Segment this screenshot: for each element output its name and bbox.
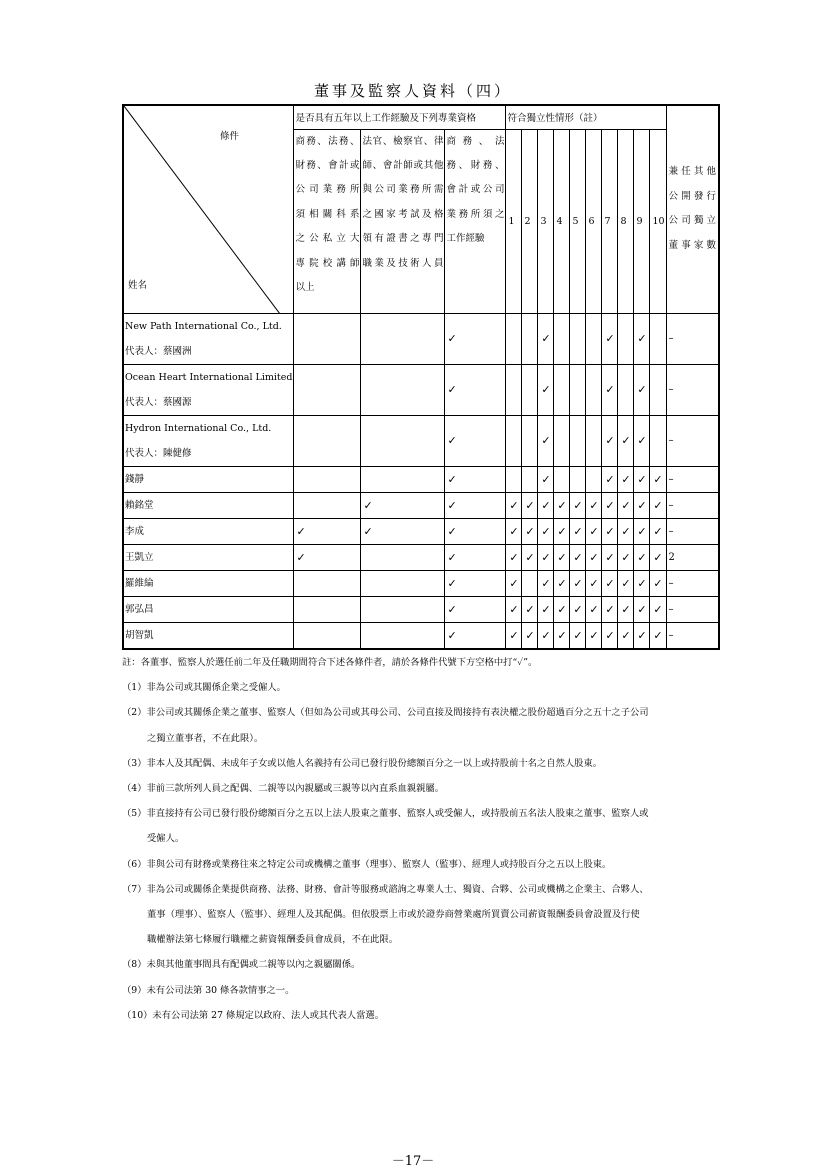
independence-cell: ✓ (602, 466, 618, 492)
director-name-cell (123, 364, 294, 415)
table-row (123, 544, 719, 570)
independence-cell (554, 313, 570, 364)
independence-cell: ✓ (538, 518, 554, 544)
header-line: 以上 (295, 281, 315, 293)
independence-cell: ✓ (650, 492, 666, 518)
header-line: 須相關科系 (295, 208, 360, 220)
qualification-cell (361, 544, 445, 570)
independence-cell (650, 364, 666, 415)
other-board-count: – (666, 415, 719, 466)
independence-cell: ✓ (538, 544, 554, 570)
independence-cell (570, 415, 586, 466)
independence-cell (522, 364, 538, 415)
criteria-number: 10 (650, 129, 666, 313)
independence-cell: ✓ (538, 596, 554, 622)
table-row (123, 313, 719, 364)
independence-cell: ✓ (618, 415, 634, 466)
representative-name: 代表人：蔡國源 (125, 396, 192, 408)
header-line: 專院校講師 (295, 257, 360, 269)
work-experience-header (445, 129, 506, 313)
qualification-cell: ✓ (445, 544, 506, 570)
qualification-cell: ✓ (445, 596, 506, 622)
independence-cell: ✓ (634, 622, 650, 649)
table-row (123, 415, 719, 466)
criteria-number: 2 (522, 129, 538, 313)
independence-cell (522, 313, 538, 364)
table-row (123, 364, 719, 415)
independence-cell (586, 313, 602, 364)
independence-cell: ✓ (602, 544, 618, 570)
independence-cell: ✓ (650, 544, 666, 570)
qualification-cell (294, 622, 361, 649)
director-name-cell (123, 596, 294, 622)
qualification-cell: ✓ (445, 313, 506, 364)
independence-cell (506, 364, 522, 415)
qualification-cell: ✓ (445, 415, 506, 466)
notes-section (122, 650, 752, 1028)
director-name: 李成 (125, 525, 145, 537)
independence-cell: ✓ (554, 518, 570, 544)
independence-cell: ✓ (538, 622, 554, 649)
qualification-cell (294, 466, 361, 492)
independence-cell (650, 415, 666, 466)
independence-cell: ✓ (618, 466, 634, 492)
independence-cell (586, 415, 602, 466)
independence-cell: ✓ (602, 570, 618, 596)
note-item: （6）非與公司有財務或業務往來之特定公司或機構之董事（理事）、監察人（監事）、經理人或持股百分之五以上股東。 (122, 858, 612, 870)
representative-name: 代表人：蔡國洲 (125, 345, 192, 357)
independence-cell: ✓ (602, 596, 618, 622)
independence-cell: ✓ (586, 622, 602, 649)
qualification-cell (294, 492, 361, 518)
diagonal-header-cell (123, 105, 294, 313)
independence-cell: ✓ (570, 596, 586, 622)
independence-cell: ✓ (634, 570, 650, 596)
independence-cell: ✓ (650, 466, 666, 492)
independence-cell: ✓ (618, 622, 634, 649)
qualification-cell (294, 570, 361, 596)
independence-cell: ✓ (634, 492, 650, 518)
independence-cell: ✓ (634, 466, 650, 492)
note-item: （8）未與其他董事間具有配偶或二親等以內之親屬關係。 (122, 959, 361, 971)
independence-cell: ✓ (538, 415, 554, 466)
note-item: （7）非為公司或關係企業提供商務、法務、財務、會計等服務或諮詢之專業人士、獨資、合夥、公司或機構之企業主、合夥人、 (122, 883, 649, 895)
director-name: 胡智凱 (125, 629, 154, 641)
qualification-cell (294, 313, 361, 364)
independence-cell: ✓ (554, 596, 570, 622)
qualification-cell: ✓ (361, 492, 445, 518)
independence-cell: ✓ (618, 518, 634, 544)
header-line: 商務、法 (446, 135, 505, 147)
independence-cell: ✓ (570, 518, 586, 544)
independence-cell (586, 466, 602, 492)
independence-cell: ✓ (506, 492, 522, 518)
other-board-count: – (666, 466, 719, 492)
qualification-cell (294, 415, 361, 466)
other-board-count: – (666, 596, 719, 622)
independence-cell: ✓ (634, 313, 650, 364)
director-name: Ocean Heart International Limited (125, 371, 293, 383)
independence-cell: ✓ (618, 596, 634, 622)
other-board-count: – (666, 364, 719, 415)
other-board-count: 2 (666, 544, 719, 570)
independence-cell: ✓ (554, 622, 570, 649)
independence-cell: ✓ (634, 518, 650, 544)
independence-cell: ✓ (602, 364, 618, 415)
independence-cell: ✓ (618, 570, 634, 596)
header-line: 務、財務、 (446, 159, 505, 171)
qualification-cell: ✓ (445, 622, 506, 649)
independence-cell (506, 313, 522, 364)
independence-cell: ✓ (618, 492, 634, 518)
independence-cell: ✓ (586, 596, 602, 622)
note-item-continuation: 董事（理事）、監察人（監事）、經理人及其配偶。但依股票上市或於證券商營業處所買賣公司薪資報酬委員會設置及行使 (147, 909, 640, 921)
independence-cell (570, 466, 586, 492)
note-item: （9）未有公司法第 30 條各款情事之一。 (122, 984, 295, 996)
director-name-cell (123, 518, 294, 544)
independence-cell: ✓ (650, 596, 666, 622)
independence-cell: ✓ (602, 313, 618, 364)
independence-cell: ✓ (522, 518, 538, 544)
independence-cell: ✓ (586, 544, 602, 570)
independence-cell: ✓ (586, 570, 602, 596)
independence-cell: ✓ (506, 570, 522, 596)
other-board-count: – (666, 518, 719, 544)
table-row (123, 570, 719, 596)
independence-cell (522, 570, 538, 596)
header-line: 商務、法務、 (295, 135, 360, 147)
experience-group-header: 是否具有五年以上工作經驗及下列專業資格 (294, 105, 506, 129)
header-line: 會計或公司 (446, 184, 505, 196)
director-name: 錢靜 (125, 473, 145, 485)
diagonal-line (124, 106, 280, 314)
header-line: 與公司業務所需 (362, 184, 444, 196)
professional-license-header (361, 129, 445, 313)
qualification-cell (361, 622, 445, 649)
independence-cell: ✓ (586, 492, 602, 518)
qualification-cell: ✓ (445, 570, 506, 596)
director-name: 羅維綸 (125, 577, 154, 589)
last-col-line: 公開發行 (668, 190, 717, 202)
criteria-number: 8 (618, 129, 634, 313)
other-board-count: – (666, 492, 719, 518)
name-header: 姓名 (128, 279, 148, 291)
last-col-line: 兼任其他 (668, 166, 717, 178)
director-name: Hydron International Co., Ltd. (125, 422, 272, 434)
independence-cell (522, 415, 538, 466)
header-line: 公司業務所 (295, 184, 360, 196)
independence-cell: ✓ (650, 518, 666, 544)
director-name-cell (123, 466, 294, 492)
independence-cell: ✓ (570, 622, 586, 649)
director-name: 賴銘堂 (125, 499, 154, 511)
independence-cell (506, 415, 522, 466)
table-row (123, 622, 719, 649)
qualification-cell (294, 364, 361, 415)
qualification-cell: ✓ (294, 518, 361, 544)
independence-cell (554, 364, 570, 415)
qualification-cell (294, 596, 361, 622)
table-row (123, 596, 719, 622)
independence-cell: ✓ (650, 622, 666, 649)
independence-cell: ✓ (570, 544, 586, 570)
independence-cell (618, 364, 634, 415)
last-col-line: 公司獨立 (668, 215, 717, 227)
director-name: 王凱立 (125, 551, 154, 563)
director-name: New Path International Co., Ltd. (125, 320, 282, 332)
note-item: （1）非為公司或其關係企業之受僱人。 (122, 682, 286, 694)
header-line: 法官、檢察官、律 (362, 135, 444, 147)
director-name-cell (123, 570, 294, 596)
last-col-line: 董事家數 (668, 239, 717, 251)
header-line: 領有證書之專門 (362, 233, 444, 245)
qualification-cell: ✓ (445, 364, 506, 415)
independence-cell: ✓ (506, 622, 522, 649)
qualification-cell: ✓ (361, 518, 445, 544)
independence-cell: ✓ (506, 544, 522, 570)
qualification-cell (361, 415, 445, 466)
independence-cell: ✓ (554, 492, 570, 518)
qualification-cell (361, 466, 445, 492)
criteria-number: 9 (634, 129, 650, 313)
independence-cell: ✓ (602, 518, 618, 544)
director-name-cell (123, 622, 294, 649)
independence-cell: ✓ (586, 518, 602, 544)
independence-cell: ✓ (506, 518, 522, 544)
director-name-cell (123, 313, 294, 364)
independence-cell: ✓ (538, 364, 554, 415)
independence-cell: ✓ (618, 544, 634, 570)
independence-cell: ✓ (554, 570, 570, 596)
independence-cell (586, 364, 602, 415)
note-item: （2）非公司或其關係企業之董事、監察人（但如為公司或其母公司、公司直接及間接持有表決權之股份超過百分之五十之子公司 (122, 707, 649, 719)
header-line: 業務所須之 (446, 208, 505, 220)
note-item-continuation: 之獨立董事者，不在此限）。 (147, 732, 264, 744)
independence-cell (554, 415, 570, 466)
header-line: 師、會計師或其他 (362, 159, 444, 171)
independence-cell: ✓ (522, 492, 538, 518)
header-line: 之公私立大 (295, 233, 360, 245)
independence-cell: ✓ (602, 492, 618, 518)
independence-cell (650, 313, 666, 364)
director-name-cell (123, 415, 294, 466)
qualification-cell: ✓ (445, 492, 506, 518)
criteria-number: 3 (538, 129, 554, 313)
independence-cell: ✓ (522, 544, 538, 570)
criteria-number: 1 (506, 129, 522, 313)
independence-cell: ✓ (634, 364, 650, 415)
independence-cell (570, 313, 586, 364)
qualification-cell: ✓ (445, 518, 506, 544)
independence-cell: ✓ (634, 544, 650, 570)
directors-table (122, 104, 720, 650)
independence-cell (506, 466, 522, 492)
header-line: 工作經驗 (446, 233, 485, 245)
independence-cell (554, 466, 570, 492)
condition-header: 條件 (220, 131, 240, 142)
independence-cell: ✓ (602, 622, 618, 649)
other-board-count-header (666, 105, 719, 313)
table-row (123, 492, 719, 518)
independence-cell: ✓ (634, 596, 650, 622)
independence-cell: ✓ (538, 313, 554, 364)
independence-cell: ✓ (506, 596, 522, 622)
academic-qualification-header (294, 129, 361, 313)
other-board-count: – (666, 313, 719, 364)
independence-cell (570, 364, 586, 415)
table-row (123, 466, 719, 492)
independence-cell: ✓ (570, 492, 586, 518)
independence-cell: ✓ (522, 622, 538, 649)
independence-cell: ✓ (554, 544, 570, 570)
header-line: 財務、會計或 (295, 159, 360, 171)
note-item-continuation: 受僱人。 (147, 833, 185, 845)
qualification-cell (361, 570, 445, 596)
qualification-cell (361, 596, 445, 622)
director-name-cell (123, 492, 294, 518)
criteria-number: 6 (586, 129, 602, 313)
independence-cell: ✓ (570, 570, 586, 596)
independence-cell (618, 313, 634, 364)
criteria-number: 5 (570, 129, 586, 313)
other-board-count: – (666, 622, 719, 649)
independence-cell: ✓ (650, 570, 666, 596)
note-item: （10）未有公司法第 27 條規定以政府、法人或其代表人當選。 (122, 1009, 384, 1021)
criteria-number: 4 (554, 129, 570, 313)
independence-cell: ✓ (634, 415, 650, 466)
other-board-count: – (666, 570, 719, 596)
note-item: （5）非直接持有公司已發行股份總額百分之五以上法人股東之董事、監察人或受僱人，或持股前五名法人股東之董事、監察人或 (122, 808, 649, 820)
independence-group-header: 符合獨立性情形（註） (506, 105, 666, 129)
independence-cell: ✓ (602, 415, 618, 466)
director-name: 郭弘昌 (125, 603, 154, 615)
note-item: （3）非本人及其配偶、未成年子女或以他人名義持有公司已發行股份總額百分之一以上或持股前十名之自然人股東。 (122, 757, 603, 769)
qualification-cell (361, 313, 445, 364)
note-item: （4）非前三款所列人員之配偶、二親等以內親屬或三親等以內直系血親親屬。 (122, 783, 445, 795)
director-name-cell (123, 544, 294, 570)
page-number: －17－ (391, 1154, 435, 1169)
header-line: 之國家考試及格 (362, 208, 444, 220)
note-item: 註：各董事、監察人於選任前二年及任職期間符合下述各條件者，請於各條件代號下方空格中打“✓”。 (122, 657, 538, 668)
independence-cell: ✓ (538, 466, 554, 492)
independence-cell: ✓ (522, 596, 538, 622)
representative-name: 代表人：陳健修 (125, 447, 192, 459)
page-title: 董事及監察人資料（四） (313, 82, 512, 100)
independence-cell (522, 466, 538, 492)
note-item-continuation: 職權辦法第七條履行職權之薪資報酬委員會成員，不在此限。 (147, 934, 399, 946)
table-row (123, 518, 719, 544)
qualification-cell: ✓ (294, 544, 361, 570)
header-line: 職業及技術人員 (362, 257, 444, 269)
criteria-number: 7 (602, 129, 618, 313)
independence-cell: ✓ (538, 492, 554, 518)
independence-cell: ✓ (538, 570, 554, 596)
qualification-cell (361, 364, 445, 415)
qualification-cell: ✓ (445, 466, 506, 492)
